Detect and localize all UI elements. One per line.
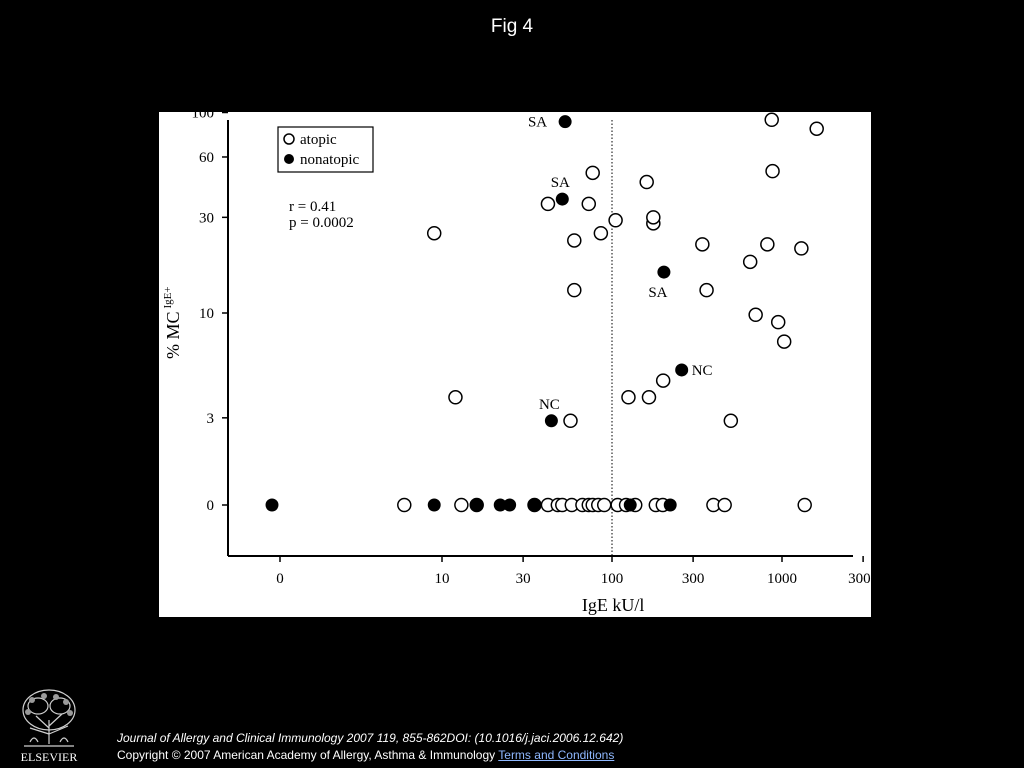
logo-wordmark: ELSEVIER (20, 750, 78, 764)
point-annotation: SA (527, 114, 548, 131)
data-point-atopic (582, 197, 595, 210)
copyright-text: Copyright © 2007 American Academy of Allergy, Asthma & Immunology (117, 748, 496, 762)
stats-p: p = 0.0002 (289, 215, 354, 231)
legend-label-nonatopic: nonatopic (300, 152, 360, 168)
terms-and-conditions-link[interactable]: Terms and Conditions (498, 748, 615, 762)
data-point-nonatopic (657, 266, 670, 279)
data-point-nonatopic (545, 414, 558, 427)
data-point-nonatopic (266, 499, 279, 512)
data-point-nonatopic (664, 499, 677, 512)
slide-title: Fig 4 (490, 16, 534, 37)
chart-panel (159, 105, 879, 617)
scatter-chart (159, 105, 879, 617)
data-point-atopic (586, 166, 599, 179)
data-point-atopic (640, 176, 653, 189)
point-annotation: SA (550, 175, 570, 192)
legend-marker-nonatopic (284, 154, 294, 164)
data-point-atopic (795, 242, 808, 255)
data-point-atopic (428, 227, 441, 240)
y-tick-label: 10 (199, 306, 214, 322)
stats-r: r = 0.41 (289, 199, 337, 215)
data-point-atopic (696, 238, 709, 251)
y-tick-label: 30 (199, 210, 214, 227)
data-point-atopic (398, 499, 411, 512)
data-point-atopic (455, 499, 468, 512)
data-point-atopic (449, 391, 462, 404)
data-point-atopic (564, 414, 577, 427)
data-point-atopic (749, 308, 762, 321)
data-point-nonatopic (556, 193, 569, 206)
data-point-atopic (647, 211, 660, 224)
citation-text: Journal of Allergy and Clinical Immunology 2007 119, 855-862DOI: (10.1016/j.jaci.2006.12.642) (117, 731, 624, 745)
data-point-nonatopic (470, 499, 483, 512)
data-point-atopic (798, 499, 811, 512)
data-point-nonatopic (675, 363, 688, 376)
data-point-nonatopic (624, 499, 637, 512)
elsevier-logo (10, 682, 88, 764)
data-point-atopic (724, 414, 737, 427)
y-tick-label: 0 (206, 498, 214, 514)
point-annotation: NC (538, 396, 560, 413)
data-point-atopic (778, 335, 791, 348)
y-tick-label: 60 (199, 149, 214, 166)
x-tick-label: 3000 (848, 571, 879, 587)
x-tick-label: 10 (434, 571, 450, 587)
legend-label-atopic: atopic (300, 132, 337, 148)
data-point-atopic (700, 284, 713, 297)
data-point-nonatopic (503, 499, 516, 512)
y-tick-label: 3 (206, 410, 214, 427)
data-point-atopic (765, 113, 778, 126)
data-point-nonatopic (528, 499, 541, 512)
data-point-atopic (609, 214, 622, 227)
data-point-atopic (810, 122, 823, 135)
copyright-line (117, 748, 614, 762)
data-point-nonatopic (428, 499, 441, 512)
point-annotation: SA (648, 285, 668, 302)
data-point-atopic (718, 499, 731, 512)
x-tick-label: 300 (681, 571, 705, 587)
data-point-atopic (744, 255, 757, 268)
y-tick-label: 100 (191, 105, 214, 122)
data-point-atopic (568, 234, 581, 247)
data-point-atopic (766, 165, 779, 178)
x-tick-label: 30 (515, 571, 531, 587)
y-axis-label: % $MC^{IgE+}$ (162, 286, 183, 359)
data-point-atopic (642, 391, 655, 404)
data-point-atopic (541, 197, 554, 210)
data-point-atopic (594, 227, 607, 240)
data-point-atopic (598, 499, 611, 512)
data-point-atopic (657, 374, 670, 387)
legend-marker-atopic (284, 134, 294, 144)
point-annotation: NC (691, 362, 713, 379)
x-axis-label: IgE kU/l (581, 595, 645, 615)
x-tick-label: 1000 (767, 571, 797, 587)
data-point-atopic (761, 238, 774, 251)
data-point-atopic (622, 391, 635, 404)
x-tick-label: 0 (276, 571, 284, 587)
data-point-nonatopic (559, 115, 572, 128)
data-point-atopic (568, 284, 581, 297)
x-tick-label: 100 (600, 571, 624, 587)
data-point-atopic (772, 316, 785, 329)
